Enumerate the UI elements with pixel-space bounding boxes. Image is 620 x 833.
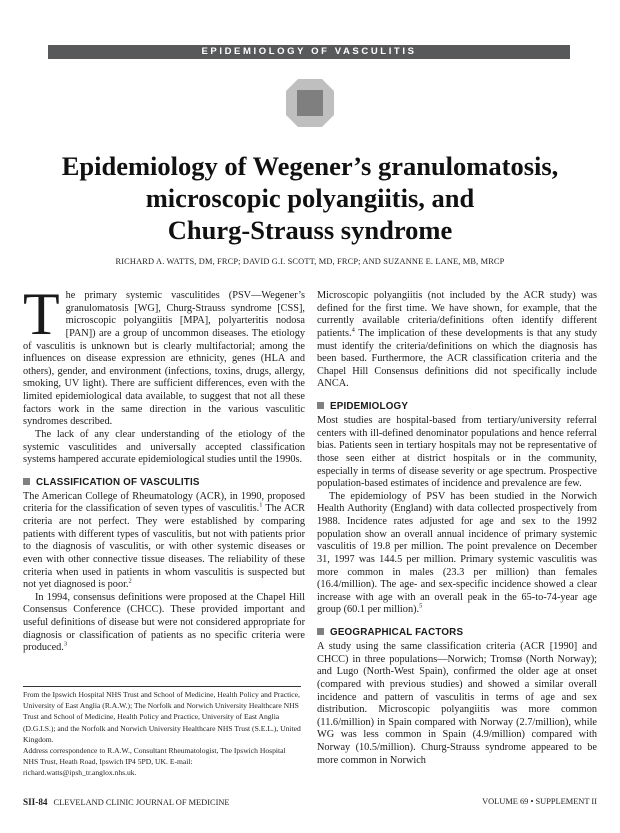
- reference-marker: 1: [259, 501, 263, 509]
- classification-paragraph: [23, 491, 305, 592]
- section-heading-classification: [23, 477, 305, 489]
- body-text: The ACR criteria are not perfect. They were established by comparing patients with different types of vasculitis, but not with patients prior to the diagnosis of vasculitis, or with other systemic diseases or even with other connective tissue diseases. The reliability of these criteria when used in patients in whom vasculitis is suspected but not yet diagnosed is poor.: [23, 503, 305, 591]
- footnote-divider: [23, 686, 301, 687]
- geographical-paragraph: A study using the same classification criteria (ACR [1990] and CHCC) in three populations—Norwich; Tromsø (North Norway); and Lugo (North-West Spain), confirmed the older age at onset (compared with previous studies) and showed a similar overall incidence and pattern of vasculitis in terms of age and sex distribution. Microscopic polyangiitis was more common (11.6/million) in Spain compared with Norway (2.7/million), while WG was less common in Spain (4.9/million) compared with Norway (10.5/million). Churg-Strauss syndrome appeared to be more common in Norwich: [317, 641, 597, 766]
- mpa-paragraph: [317, 290, 597, 391]
- heading-text: GEOGRAPHICAL FACTORS: [330, 627, 464, 638]
- epidemiology-paragraph: Most studies are hospital-based from tertiary/university referral centers with ill-defined denominator populations and hence referral bias. Patients seen in tertiary hospitals may not be representative of those seen either at district hospitals or in the community, especially in terms of disease severity or age spectrum. Prospective population-based estimates of incidence and prevalence are few.: [317, 415, 597, 490]
- intro-paragraph-2: The lack of any clear understanding of the etiology of the systemic vasculitides and universally accepted classification systems hampered accurate epidemiological studies until the 1990s.: [23, 428, 305, 466]
- intro-text: he primary systemic vasculitides (PSV—Wegener’s granulomatosis [WG], Churg-Strauss syndrome [CSS], microscopic polyangiitis [MPA], polyarteritis nodosa [PAN]) are a group of uncommon diseases. The etiology of vasculitis is unknown but is clearly multifactorial; among the influences on disease expression are ethnicity, genes (HLA and others), gender, and environment (infections, toxins, drugs, allergy, smoking, UV light). There are sufficient differences, even with the limited epidemiological data available, to suggest that not all these factors work in the same direction in the various vasculitic syndromes described.: [23, 290, 305, 428]
- section-heading-epidemiology: [317, 401, 597, 413]
- reference-marker: 2: [128, 577, 132, 585]
- page-number: SII-84: [23, 797, 48, 807]
- left-column: [23, 281, 305, 655]
- footer-left: [23, 796, 230, 809]
- journal-name: CLEVELAND CLINIC JOURNAL OF MEDICINE: [53, 798, 230, 807]
- title-line: Churg-Strauss syndrome: [167, 215, 453, 245]
- section-heading-geographical: [317, 627, 597, 639]
- body-text: The implication of these developments is that any study must identify the criteria/definitions on which the diagnosis has been based. Furthermore, the ACR classification criteria and the Chapel Hill Consensus definitions did not specifically include ANCA.: [317, 327, 597, 390]
- reference-marker: 4: [351, 326, 355, 334]
- heading-square-icon: [23, 478, 30, 485]
- title-line: microscopic polyangiitis, and: [145, 183, 475, 213]
- section-banner: EPIDEMIOLOGY OF VASCULITIS: [48, 45, 570, 59]
- volume-info: VOLUME 69 • SUPPLEMENT II: [482, 797, 597, 806]
- affiliation-note: From the Ipswich Hospital NHS Trust and School of Medicine, Health Policy and Practice, University of East Anglia (R.A.W.); The Norfolk and Norwich University Healthcare NHS Trust and School of Medicine, Health Policy and Practice, University of East Anglia (D.G.I.S.); and the Norfolk and Norwich University Healthcare NHS Trust (S.E.L.), United Kingdom.: [23, 690, 301, 744]
- author-list: RICHARD A. WATTS, DM, FRCP; DAVID G.I. SCOTT, MD, FRCP; AND SUZANNE E. LANE, MB, MRCP: [115, 257, 505, 266]
- right-column: [317, 290, 597, 767]
- reference-marker: 3: [63, 640, 68, 648]
- author-footnote: [23, 689, 301, 779]
- page-footer: [23, 796, 597, 808]
- body-text: The epidemiology of PSV has been studied in the Norwich Health Authority (England) with data collected prospectively from 1988. Incidence rates adjusted for age and sex to the 1992 population show an overall annual incidence of primary systemic vasculitis of 19.8 per million. The point prevalence on December 31, 1997 was 144.5 per million. Primary systemic vasculitis was more common in males (23.3 per million) than females (16.4/million). The age- and sex-specific incidence showed a clear increase with age with an overall peak in the 65-to-74-year age group (60.1 per million).: [317, 490, 597, 616]
- journal-logo-icon: [286, 79, 334, 127]
- article-title: [20, 150, 600, 246]
- epidemiology-paragraph-2: [317, 491, 597, 617]
- body-text: In 1994, consensus definitions were proposed at the Chapel Hill Consensus Conference (CHCC). These provided important and useful definitions of disease but were not considered appropriate for diagnosis or classification of patients as no specific criteria were produced.: [23, 591, 305, 654]
- title-line: Epidemiology of Wegener’s granulomatosis,: [61, 151, 559, 181]
- heading-text: CLASSIFICATION OF VASCULITIS: [36, 476, 200, 488]
- reference-marker: 5: [419, 602, 423, 610]
- heading-square-icon: [317, 402, 324, 409]
- drop-cap: T: [23, 281, 60, 347]
- heading-text: EPIDEMIOLOGY: [330, 401, 409, 412]
- body-text: Microscopic polyangiitis (not included by the ACR study) was defined for the first time. We have shown, for example, that the currently available criteria/definitions often identify different patients.: [317, 290, 597, 339]
- correspondence-note: Address correspondence to R.A.W., Consultant Rheumatologist, The Ipswich Hospital NHS Trust, Heath Road, Ipswich IP4 5PD, UK. E-mail: richard.watts@ipsh_tr.anglox.nhs.uk.: [23, 746, 286, 778]
- intro-paragraph: [23, 281, 305, 429]
- classification-paragraph-2: [23, 592, 305, 655]
- heading-square-icon: [317, 628, 324, 635]
- body-text: The American College of Rheumatology (ACR), in 1990, proposed criteria for the classification of seven types of vasculitis.: [23, 490, 305, 515]
